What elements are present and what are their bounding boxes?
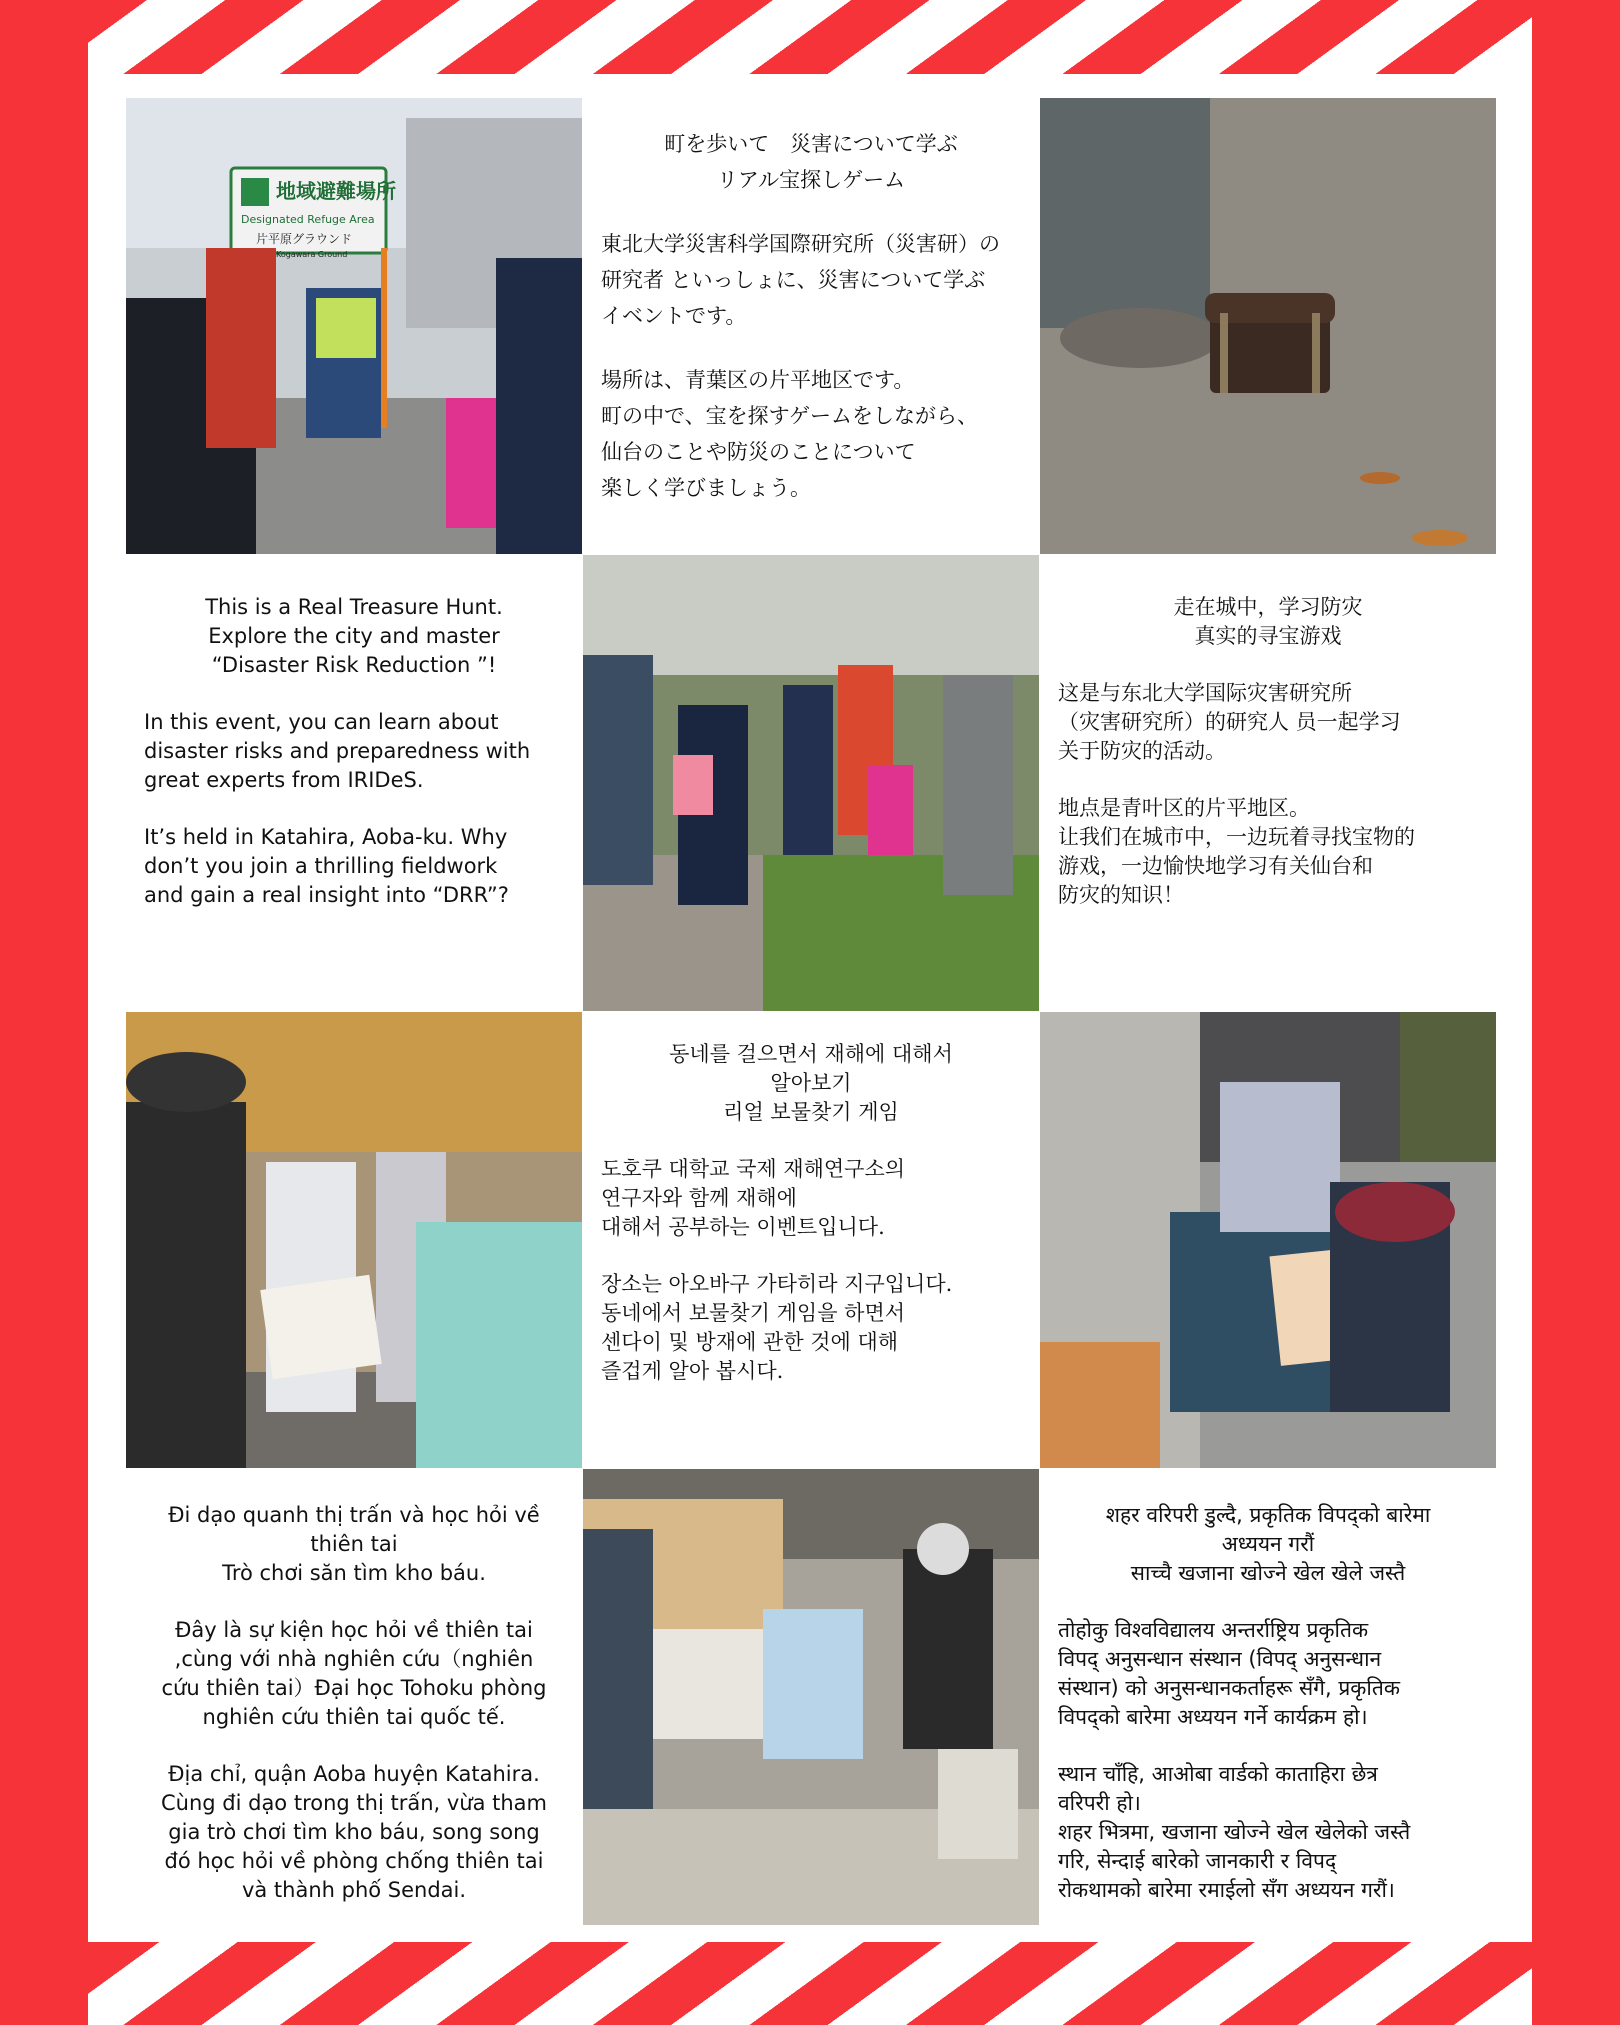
photo-box-with-map-illustration xyxy=(1040,1012,1496,1468)
refuge-sign-english: Designated Refuge Area xyxy=(241,213,375,226)
japanese-text-panel xyxy=(583,98,1039,554)
photo-box-with-map xyxy=(1040,1012,1496,1468)
bottom-stripe-border xyxy=(88,1942,1532,2025)
japanese-title-line2: リアル宝探しゲーム xyxy=(716,168,906,192)
photo-group-in-park xyxy=(583,555,1039,1011)
vietnamese-text-panel xyxy=(126,1469,582,1925)
nepali-title: शहर वरिपरी डुल्दै, प्रकृतिक विपद्को बारेमा अध्ययन गरौं साच्चै खजाना खोज्ने खेल खेले जस्तै xyxy=(1105,1503,1431,1585)
photo-treasure-chest-illustration xyxy=(1040,98,1496,554)
japanese-title-line1: 町を歩いて 災害について学ぶ xyxy=(664,132,958,156)
japanese-paragraph-2: 場所は、青葉区の片平地区です。 町の中で、宝を探すゲームをしながら、 仙台のことや防災のことについて 楽しく学びましょう。 xyxy=(601,368,978,500)
photo-storage-room-illustration xyxy=(583,1469,1039,1925)
right-red-border xyxy=(1532,0,1620,2025)
chinese-text-panel xyxy=(1040,555,1496,1011)
vietnamese-title: Đi dạo quanh thị trấn và học hỏi về thiên tai Trò chơi săn tìm kho báu. xyxy=(168,1503,540,1585)
refuge-sign-place-en: Kogawara Ground xyxy=(276,250,348,259)
english-title: This is a Real Treasure Hunt. Explore the city and master “Disaster Risk Reduction ”! xyxy=(205,595,503,677)
japanese-paragraph-1: 東北大学災害科学国際研究所（災害研）の 研究者 といっしょに、災害について学ぶ イベントです。 xyxy=(601,232,1000,328)
chinese-paragraph-2: 地点是青叶区的片平地区。 让我们在城市中，一边玩着寻找宝物的 游戏，一边愉快地学习有关仙台和 防灾的知识！ xyxy=(1058,796,1415,907)
photo-group-in-park-illustration xyxy=(583,555,1039,1011)
photo-storage-room xyxy=(583,1469,1039,1925)
photo-group-reading-map xyxy=(126,1012,582,1468)
photo-treasure-chest xyxy=(1040,98,1496,554)
korean-title: 동네를 걸으면서 재해에 대해서 알아보기 리얼 보물찾기 게임 xyxy=(669,1042,953,1124)
nepali-paragraph-1: तोहोकु विश्वविद्यालय अन्तर्राष्ट्रिय प्रकृतिक विपद् अनुसन्धान संस्थान (विपद् अनुसन्धान संस्थान) को अनुसन्धानकर्ताहरू सँगै, प्रकृतिक विपद्को बारेमा अध्ययन गर्ने कार्यक्रम हो। xyxy=(1058,1618,1400,1729)
chinese-title: 走在城中，学习防灾 真实的寻宝游戏 xyxy=(1173,595,1363,648)
flyer-grid xyxy=(126,98,1496,1924)
vietnamese-paragraph-2: Địa chỉ, quận Aoba huyện Katahira. Cùng đi dạo trong thị trấn, vừa tham gia trò chơi tìm kho báu, song song đó học hỏi về phòng chống thiên tai và thành phố Sendai. xyxy=(160,1762,548,1902)
chinese-paragraph-1: 这是与东北大学国际灾害研究所 （灾害研究所）的研究人 员一起学习 关于防灾的活动。 xyxy=(1058,681,1401,763)
korean-paragraph-1: 도호쿠 대학교 국제 재해연구소의 연구자와 함께 재해에 대해서 공부하는 이벤트입니다. xyxy=(601,1157,906,1239)
nepali-text-panel xyxy=(1040,1469,1496,1925)
refuge-sign-place: 片平原グラウンド xyxy=(256,232,353,246)
photo-refuge-area-group xyxy=(126,98,582,554)
nepali-paragraph-2: स्थान चाँहि, आओबा वार्डको काताहिरा छेत्र वरिपरी हो। शहर भित्रमा, खजाना खोज्ने खेल खेलेको जस्तै गरि, सेन्दाई बारेको जानकारी र विपद् रोकथामको बारेमा रमाईलो सँग अध्ययन गरौं। xyxy=(1058,1762,1411,1902)
photo-refuge-area-illustration xyxy=(126,98,582,554)
english-paragraph-1: In this event, you can learn about disaster risks and preparedness with great experts from IRIDeS. xyxy=(144,710,531,792)
left-red-border xyxy=(0,0,88,2025)
vietnamese-paragraph-1: Đây là sự kiện học hỏi về thiên tai ,cùng với nhà nghiên cứu（nghiên cứu thiên tai）Đại học Tohoku phòng nghiên cứu thiên tai quốc tế. xyxy=(161,1618,547,1729)
english-paragraph-2: It’s held in Katahira, Aoba-ku. Why don’t you join a thrilling fieldwork and gain a real insight into “DRR”? xyxy=(144,825,509,907)
photo-group-reading-map-illustration xyxy=(126,1012,582,1468)
refuge-sign-title: 地域避難場所 xyxy=(276,179,396,203)
korean-paragraph-2: 장소는 아오바구 가타히라 지구입니다. 동네에서 보물찾기 게임을 하면서 센다이 및 방재에 관한 것에 대해 즐겁게 알아 봅시다. xyxy=(601,1272,953,1383)
korean-text-panel xyxy=(583,1012,1039,1468)
top-stripe-border xyxy=(88,0,1532,74)
english-text-panel xyxy=(126,555,582,1011)
